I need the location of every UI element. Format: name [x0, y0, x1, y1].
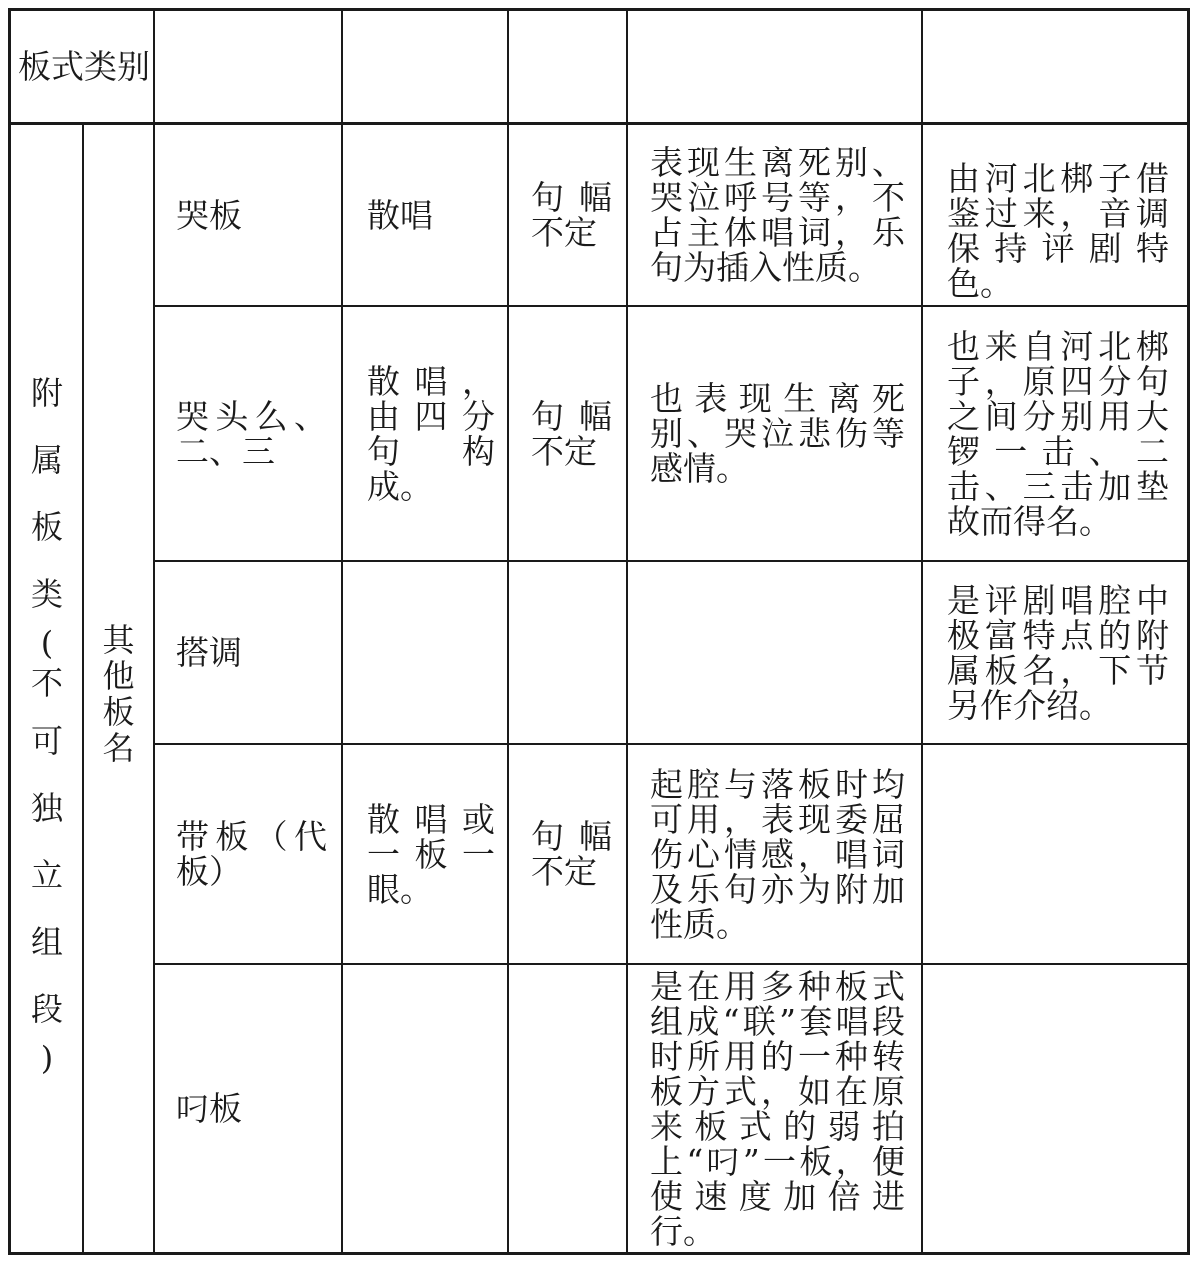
group-label-char: ( [40, 624, 54, 662]
table-row-length [509, 562, 626, 743]
table-row-name: 带板（代板） [176, 817, 327, 891]
header-label-cell [11, 11, 153, 122]
board-type-table [8, 8, 1190, 1255]
table-row-singing: 散唱 [367, 195, 433, 235]
group-label-char: 可 [30, 722, 63, 760]
group-label-char: 独 [30, 789, 63, 827]
table-row-notes [923, 965, 1187, 1252]
subgroup-label-char: 名 [102, 729, 135, 767]
subgroup-label-char: 他 [102, 657, 135, 695]
table-row-description: 表现生离死别、哭泣呼号等，不占主体唱词，乐句为插入性质。 [650, 143, 905, 287]
table-row-notes: 由河北梆子借鉴过来，音调保持评剧特色。 [947, 159, 1169, 303]
border-bottom [8, 1252, 1190, 1255]
group-label-char: 立 [30, 856, 63, 894]
table-row-name: 哭板 [176, 195, 242, 235]
table-row-notes [923, 745, 1187, 963]
group-label-char: 附 [30, 374, 63, 412]
table-row-description: 也表现生离死别、哭泣悲伤等感情。 [650, 379, 905, 488]
table-row-description: 起腔与落板时均可用，表现委屈伤心情感，唱词及乐句亦为附加性质。 [650, 764, 905, 944]
table-row-description: 是在用多种板式组成“联”套唱段时所用的一种转板方式，如在原来板式的弱拍上“叼”一板，便使速度加倍进行。 [650, 966, 905, 1251]
table-row-singing [343, 562, 507, 743]
table-row-name: 搭调 [176, 633, 242, 672]
table-row-length: 句幅不定 [531, 817, 612, 891]
subgroup-label-char: 板 [102, 693, 135, 731]
group-label-char: 组 [30, 923, 63, 961]
table-row-notes: 也来自河北梆子，原四分句之间分别用大锣一击、二击、三击加垫故而得名。 [947, 326, 1169, 541]
border-right [1187, 8, 1190, 1255]
subgroup-label [84, 622, 153, 766]
group-label-char: 不 [30, 664, 63, 702]
table-row-notes: 是评剧唱腔中极富特点的附属板名，下节另作介绍。 [947, 580, 1169, 725]
table-row-length: 句幅不定 [531, 396, 612, 471]
table-row-name: 哭头么、二、三 [176, 396, 327, 471]
header-label: 板式类别 [18, 47, 150, 86]
table-row-singing: 散唱，由四分句构成。 [367, 361, 495, 506]
table-row-length [509, 965, 626, 1252]
group-label-char: 段 [30, 990, 63, 1028]
border-top [8, 8, 1190, 11]
table-row-singing: 散唱或一板一眼。 [367, 799, 495, 909]
group-label-char: 属 [30, 441, 63, 479]
table-row-description [628, 562, 921, 743]
group-label [12, 360, 82, 1077]
group-label-char: ) [40, 1039, 54, 1077]
subgroup-label-char: 其 [102, 621, 135, 659]
table-row-name: 叼板 [176, 1089, 242, 1128]
group-label-char: 板 [30, 508, 63, 546]
table-row-length: 句幅不定 [531, 178, 612, 252]
border-left [8, 8, 11, 1255]
group-label-char: 类 [30, 575, 63, 613]
table-row-singing [343, 965, 507, 1252]
